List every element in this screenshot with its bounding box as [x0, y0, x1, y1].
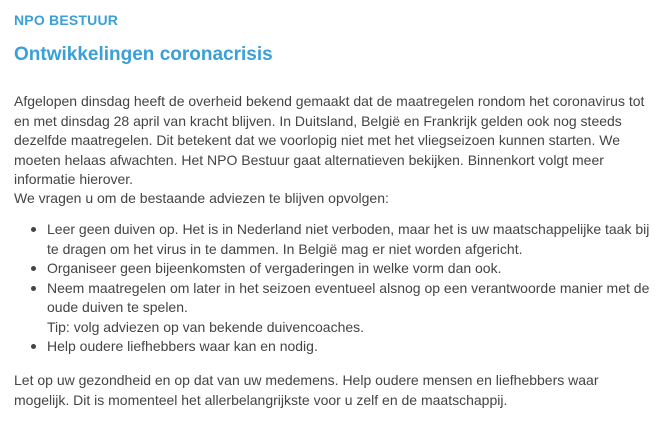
list-item [47, 337, 654, 357]
bullet-icon [31, 227, 36, 232]
list-item-text: Neem maatregelen om later in het seizoen eventueel alsnog op een verantwoorde manier met de oude duiven te spelen. [47, 279, 650, 315]
bullet-icon [31, 286, 36, 291]
list-item [47, 279, 654, 338]
article-title: Ontwikkelingen coronacrisis [14, 44, 273, 65]
advice-lead-paragraph: We vragen u om de bestaande adviezen te blijven opvolgen: [14, 190, 389, 206]
list-item-text: Organiseer geen bijeenkomsten of vergaderingen in welke vorm dan ook. [47, 260, 502, 276]
advice-list [14, 220, 654, 357]
list-item [47, 259, 654, 279]
intro-paragraph: Afgelopen dinsdag heeft de overheid bekend gemaakt dat de maatregelen rondom het coronavirus tot en met dinsdag 28 april van kracht blijven. In Duitsland, België en Frankrijk gelden ook nog steeds dezelfde maatregelen. Dit betekent dat we voorlopig niet met het vliegseizoen kunnen starten. We moeten helaas afwachten. Het NPO Bestuur gaat alternatieven bekijken. Binnenkort volgt meer informatie hierover. [14, 93, 645, 187]
section-label: NPO BESTUUR [14, 12, 119, 28]
list-item-text: Help oudere liefhebbers waar kan en nodig. [47, 338, 318, 354]
list-item-tip: Tip: volg adviezen op van bekende duivencoaches. [47, 318, 365, 335]
bullet-icon [31, 266, 36, 271]
list-item-text: Leer geen duiven op. Het is in Nederland niet verboden, maar het is uw maatschappelijke taak bij te dragen om het virus in te dammen. In België mag er niet worden afgericht. [47, 221, 650, 257]
bullet-icon [31, 344, 36, 349]
closing-paragraph: Let op uw gezondheid en op dat van uw medemens. Help oudere mensen en liefhebbers waar mogelijk. Dit is momenteel het allerbelangrijkste voor u zelf en de maatschappij. [14, 372, 599, 408]
list-item [47, 220, 654, 259]
